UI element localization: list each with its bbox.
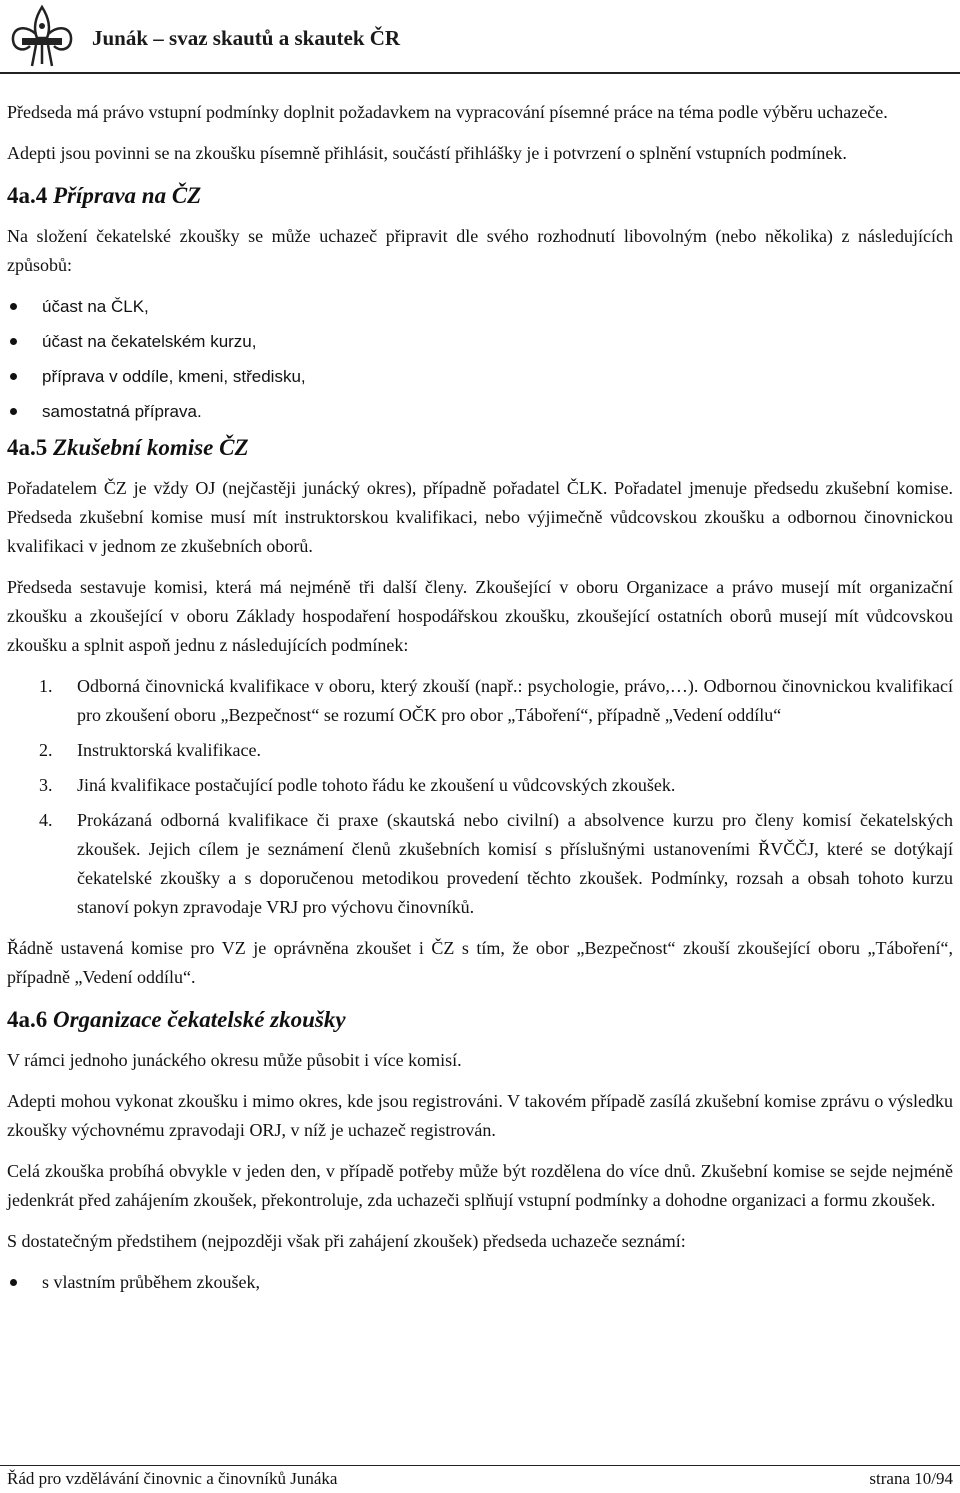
document-body bbox=[7, 98, 953, 1303]
paragraph: Předseda sestavuje komisi, která má nejméně tři další členy. Zkoušející v oboru Organizace a právo musejí mít organizační zkoušku a zkoušející v oboru Základy hospodaření hospodářskou zkoušku, zkoušející ostatních oborů musejí mít vůdcovskou zkoušku a splnit aspoň jednu z následujících podmínek: bbox=[7, 577, 953, 655]
preparation-list bbox=[7, 292, 953, 426]
document-title: Řád pro vzdělávání činovnic a činovníků Junáka bbox=[7, 1469, 338, 1488]
paragraph: Adepti jsou povinni se na zkoušku písemně přihlásit, součástí přihlášky je i potvrzení o splnění vstupních podmínek. bbox=[7, 143, 847, 163]
list-item: příprava v oddíle, kmeni, středisku, bbox=[7, 362, 953, 391]
list-item: s vlastním průběhem zkoušek, bbox=[7, 1268, 953, 1297]
paragraph: Adepti mohou vykonat zkoušku i mimo okres, kde jsou registrováni. V takovém případě zasílá zkušební komise zprávu o výsledku zkoušky výchovnému zpravodaji ORJ, v níž je uchazeč registrován. bbox=[7, 1091, 953, 1140]
list-item: 1. Odborná činovnická kvalifikace v oboru, který zkouší (např.: psychologie, právo,…). Odbornou činovnickou kvalifikací pro zkoušení oboru „Bezpečnost“ se rozumí OČK pro obor „Táboření“, případně „Vedení oddílu“ bbox=[39, 676, 953, 725]
conditions-list bbox=[7, 672, 953, 922]
section-title: Příprava na ČZ bbox=[53, 183, 202, 208]
header-rule bbox=[0, 72, 960, 74]
list-item: samostatná příprava. bbox=[7, 397, 953, 426]
briefing-list bbox=[7, 1268, 953, 1297]
section-heading-4a6 bbox=[7, 1004, 953, 1036]
paragraph: Celá zkouška probíhá obvykle v jeden den, v případě potřeby může být rozdělena do více dnů. Zkušební komise se sejde nejméně jedenkrát před zahájením zkoušek, překontroluje, zda uchazeči splňují vstupní podmínky a dohodne organizaci a formu zkoušek. bbox=[7, 1161, 953, 1210]
bullet-icon bbox=[10, 1279, 17, 1286]
section-number: 4a.6 bbox=[7, 1007, 48, 1032]
organization-name: Junák – svaz skautů a skautek ČR bbox=[92, 26, 401, 50]
bullet-icon bbox=[10, 338, 17, 345]
list-item: účast na ČLK, bbox=[7, 292, 953, 321]
scout-lily-logo bbox=[6, 4, 78, 70]
paragraph: Předseda má právo vstupní podmínky doplnit požadavkem na vypracování písemné práce na téma podle výběru uchazeče. bbox=[7, 102, 888, 122]
list-item: účast na čekatelském kurzu, bbox=[7, 327, 953, 356]
page-number: strana 10/94 bbox=[869, 1469, 953, 1488]
section-number: 4a.4 bbox=[7, 183, 48, 208]
list-item: 3. Jiná kvalifikace postačující podle tohoto řádu ke zkoušení u vůdcovských zkoušek. bbox=[39, 775, 676, 795]
list-item: 4. Prokázaná odborná kvalifikace či praxe (skautská nebo civilní) a absolvence kurzu pro členy komisí čekatelských zkoušek. Jejich cílem je seznámení členů zkušebních komisí s příslušnými ustanoveními ŘVČČJ, které se dotýkají čekatelské zkoušky a s doporučenou metodikou provedení těchto zkoušek. Podmínky, rozsah a obsah tohoto kurzu stanoví pokyn zpravodaje VRJ pro výchovu činovníků. bbox=[39, 810, 953, 917]
paragraph: Na složení čekatelské zkoušky se může uchazeč připravit dle svého rozhodnutí libovolným (nebo několika) z následujících způsobů: bbox=[7, 226, 953, 275]
paragraph: Řádně ustavená komise pro VZ je oprávněna zkoušet i ČZ s tím, že obor „Bezpečnost“ zkouší zkoušející oboru „Táboření“, případně „Vedení oddílu“. bbox=[7, 938, 953, 987]
paragraph: S dostatečným předstihem (nejpozději však při zahájení zkoušek) předseda uchazeče seznámí: bbox=[7, 1231, 686, 1251]
section-heading-4a4 bbox=[7, 180, 953, 212]
paragraph: Pořadatelem ČZ je vždy OJ (nejčastěji junácký okres), případně pořadatel ČLK. Pořadatel jmenuje předsedu zkušební komise. Předseda zkušební komise musí mít instruktorskou kvalifikaci, nebo výjimečně vůdcovskou zkoušku a odbornou činovnickou kvalifikaci v jednom ze zkušebních oborů. bbox=[7, 478, 953, 556]
paragraph: V rámci jednoho junáckého okresu může působit i více komisí. bbox=[7, 1050, 462, 1070]
list-item: 2. Instruktorská kvalifikace. bbox=[39, 740, 261, 760]
section-title: Zkušební komise ČZ bbox=[53, 435, 249, 460]
section-number: 4a.5 bbox=[7, 435, 48, 460]
page-header bbox=[0, 0, 960, 72]
bullet-icon bbox=[10, 373, 17, 380]
section-heading-4a5 bbox=[7, 432, 953, 464]
footer-rule bbox=[0, 1465, 960, 1466]
bullet-icon bbox=[10, 303, 17, 310]
section-title: Organizace čekatelské zkoušky bbox=[53, 1007, 346, 1032]
bullet-icon bbox=[10, 408, 17, 415]
